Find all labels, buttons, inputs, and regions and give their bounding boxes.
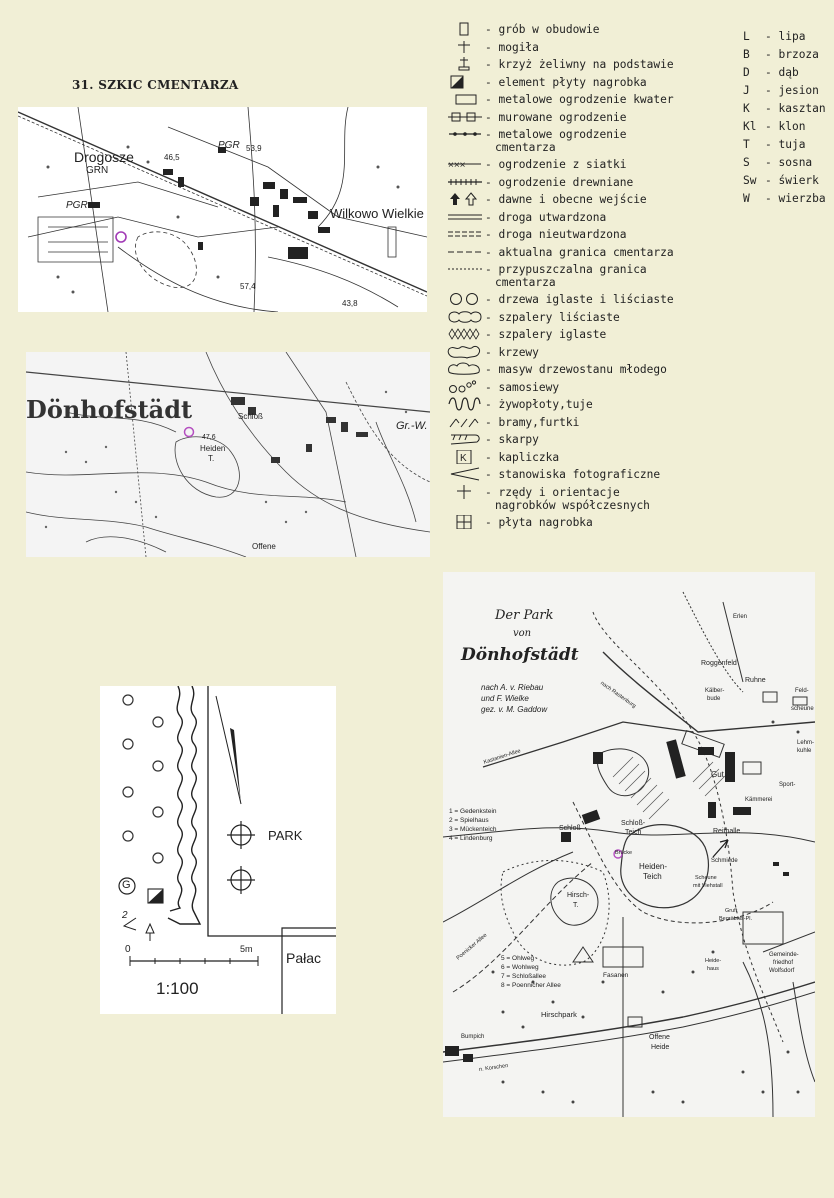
tree-species-legend	[743, 30, 826, 210]
legend-item-label: - ogrodzenie drewniane	[485, 175, 634, 189]
park-map-key-item: 8 = Poennicher Allee	[501, 982, 561, 989]
map1-elevation: 57,4	[240, 282, 256, 291]
park-map-key-item: 2 = Spielhaus	[449, 817, 489, 824]
park-map-key-item: 3 = Mückenteich	[449, 826, 497, 833]
legend-item-label: - mogiła	[485, 40, 539, 54]
legend-item-text: krzewy	[498, 345, 539, 359]
tree-species-item: L - lipa	[743, 30, 806, 43]
legend-item-text: samosiewy	[498, 380, 560, 394]
dotted-line-fence-icon	[447, 127, 483, 141]
park-map-title: Dönhofstädt	[461, 645, 579, 665]
tree-species-name: wierzba	[778, 192, 826, 205]
park-map-key	[449, 807, 497, 843]
legend-item	[447, 310, 737, 328]
legend-item-text: bramy,furtki	[498, 415, 580, 429]
legend-item-text-continued: cmentarza	[495, 141, 556, 154]
legend-item-label: - szpalery liściaste	[485, 310, 620, 324]
park-label: Hirsch-	[567, 892, 590, 899]
park-map-title: von	[513, 628, 532, 639]
legend-item	[447, 245, 737, 263]
mesh-fence-icon	[447, 157, 483, 171]
tree-species-code: S	[743, 156, 750, 169]
legend-item	[447, 327, 737, 345]
legend-item-text: grób w obudowie	[498, 23, 600, 36]
escarpment-icon	[447, 432, 483, 446]
legend-item-label: - droga utwardzona	[485, 210, 607, 224]
hedge-wave-icon	[447, 397, 483, 411]
legend-item-text: ogrodzenie drewniane	[498, 175, 634, 189]
brick-fence-icon	[447, 110, 483, 124]
park-label: Bumpich	[461, 1034, 485, 1040]
park-label: Offene	[649, 1034, 670, 1041]
wide-rectangle-icon	[447, 92, 483, 106]
legend-item-label: - bramy,furtki	[485, 415, 580, 429]
tree-species-code: L	[743, 30, 750, 43]
legend-item	[447, 292, 737, 310]
legend-item	[447, 262, 737, 292]
legend-item-text: dawne i obecne wejście	[498, 193, 647, 206]
tree-species-item: D - dąb	[743, 66, 799, 79]
park-map-key-item: 7 = Schloßallee	[501, 973, 546, 980]
map2-heiden-t-label: T.	[208, 454, 215, 463]
park-map-credit: nach A. v. Riebau	[481, 683, 544, 692]
legend-item-label: - element płyty nagrobka	[485, 75, 647, 89]
legend-item-text: ogrodzenie z siatki	[498, 158, 627, 171]
legend-item-text: szpalery iglaste	[498, 328, 607, 341]
legend-item-text: skarpy	[498, 433, 539, 446]
legend-item-text-continued: cmentarza	[495, 276, 556, 289]
legend-item	[447, 40, 737, 58]
legend-item	[447, 415, 737, 433]
park-label: Schloß-	[621, 820, 646, 827]
triangle-fragment-icon	[447, 75, 483, 89]
park-label: Erlen	[733, 614, 748, 620]
park-label: Brücke	[615, 850, 633, 856]
young-stand-icon	[447, 362, 483, 376]
map1-place-grn: GRN	[86, 165, 109, 176]
sketch-g-label: G	[122, 879, 131, 891]
park-label: n. Korschen	[478, 1062, 509, 1074]
legend-item-text: drzewa iglaste i liściaste	[498, 293, 674, 306]
park-label: Heide-	[705, 958, 722, 964]
legend-item-text-continued: nagrobków współczesnych	[495, 498, 650, 512]
park-label: Kälber-	[705, 688, 725, 694]
historic-park-map	[443, 572, 815, 1117]
tree-species-name: sosna	[778, 156, 813, 169]
legend-item-label: - kapliczka	[485, 450, 560, 464]
dotted-line-icon	[447, 262, 483, 276]
legend-item-label: - stanowiska fotograficzne	[485, 468, 661, 481]
legend-item-text: szpalery liściaste	[498, 310, 620, 324]
legend-item-label: - droga nieutwardzona	[485, 228, 627, 241]
map1-place-drogosze: Drogosze	[74, 149, 134, 165]
tree-species-code: B	[743, 48, 750, 61]
legend-item-label: - masyw drzewostanu młodego	[485, 363, 667, 376]
park-label: friedhof	[773, 960, 794, 966]
legend-item-label: - murowane ogrodzenie	[485, 110, 627, 124]
park-label: Poenicker Allee	[455, 932, 489, 962]
legend-item	[447, 515, 737, 533]
legend-item-label: - płyta nagrobka	[485, 515, 593, 529]
dashed-double-line-icon	[447, 227, 483, 241]
tree-species-code: W	[743, 192, 750, 205]
map1-pgr-label: PGR	[66, 200, 88, 211]
tree-species-name: klon	[778, 120, 806, 133]
legend-item	[447, 227, 737, 245]
park-label: Gruft	[725, 908, 738, 914]
park-map-credit: gez. v. M. Gaddow	[481, 705, 548, 714]
tree-species-item: Sw - świerk	[743, 174, 819, 187]
tree-species-code: D	[743, 66, 750, 79]
park-label: Ruhne	[745, 677, 766, 684]
park-label: Wolfsdorf	[769, 968, 795, 974]
tree-circles-icon	[447, 292, 483, 306]
map2-elevation: 47,6	[202, 434, 216, 441]
tree-species-code: Kl	[743, 120, 757, 133]
legend-item-label: - drzewa iglaste i liściaste	[485, 293, 674, 306]
cemetery-sketch	[100, 686, 336, 1014]
tree-species-item: W - wierzba	[743, 192, 826, 205]
legend-item-label: - przypuszczalna granica cmentarza	[485, 263, 647, 289]
map1-elevation: 53,9	[246, 144, 262, 153]
legend-item-label: - aktualna granica cmentarza	[485, 245, 674, 259]
legend-item	[447, 57, 737, 75]
park-label: bude	[707, 696, 721, 702]
park-label: Fasanen	[603, 972, 629, 979]
sketch-palace-label: Pałac	[286, 950, 322, 966]
legend-item-text: masyw drzewostanu młodego	[498, 363, 667, 376]
legend-item-text: droga utwardzona	[498, 210, 607, 224]
park-label: Heide	[651, 1044, 670, 1051]
topographic-map-modern	[18, 107, 427, 312]
tree-species-code: K	[743, 102, 750, 115]
legend-item-label: - krzewy	[485, 345, 539, 359]
park-label: Schloß	[559, 825, 581, 832]
legend-item-label: - skarpy	[485, 433, 539, 446]
park-label: Schmiede	[711, 858, 738, 864]
park-label: Sport-	[779, 782, 796, 788]
legend-item	[447, 127, 737, 157]
legend-item	[447, 210, 737, 228]
tree-species-name: lipa	[778, 30, 806, 43]
legend-item-text: kapliczka	[498, 450, 560, 464]
tree-species-item: J - jesion	[743, 84, 819, 97]
legend-item-label: - rzędy i orientacje nagrobków współczesnych	[485, 485, 650, 512]
legend-item-text: metalowe ogrodzenie	[498, 128, 627, 141]
deciduous-row-icon	[447, 310, 483, 324]
tree-species-name: dąb	[778, 66, 799, 79]
park-map-credit: und F. Wielke	[481, 694, 529, 703]
legend-item	[447, 22, 737, 40]
park-map-key	[501, 954, 561, 990]
map2-offene-label: Offene	[252, 542, 276, 551]
sketch-scale-zero: 0	[125, 944, 131, 955]
legend-item-text: płyta nagrobka	[498, 515, 593, 529]
legend-item	[447, 432, 737, 450]
legend-item-label: - metalowe ogrodzenie cmentarza	[485, 128, 627, 154]
park-label: Kämmerei	[745, 797, 773, 803]
map1-elevation: 43,8	[342, 299, 358, 308]
map-historic-drawing	[26, 352, 430, 557]
tree-species-code: T	[743, 138, 750, 151]
self-seeding-icon	[447, 380, 483, 394]
tree-species-item: B - brzoza	[743, 48, 819, 61]
legend-item	[447, 485, 737, 515]
legend-item-label: - metalowe ogrodzenie kwater	[485, 93, 674, 106]
chapel-k-icon	[447, 450, 483, 464]
tree-species-name: jesion	[778, 84, 819, 97]
park-label: Teich	[625, 829, 642, 836]
tree-species-item: T - tuja	[743, 138, 806, 151]
cemetery-marker-icon	[116, 232, 126, 242]
topographic-map-historic	[26, 352, 430, 557]
park-label: Reithalle	[713, 828, 741, 835]
grave-slab-icon	[447, 515, 483, 529]
double-line-icon	[447, 210, 483, 224]
park-label: Gemeinde-	[769, 952, 799, 958]
legend-item	[447, 450, 737, 468]
legend-item-label: - żywopłoty,tuje	[485, 398, 593, 411]
tree-species-item: K - kasztan	[743, 102, 826, 115]
legend-item-text: mogiła	[498, 40, 539, 54]
map1-pgr-label-2: PGR	[218, 140, 240, 151]
cross-on-base-icon	[447, 57, 483, 71]
park-label: Gut	[711, 770, 724, 779]
svg-text:×××: ×××	[448, 160, 466, 171]
map1-elevation: 46,5	[164, 153, 180, 162]
legend-item	[447, 192, 737, 210]
gate-icon	[447, 415, 483, 429]
legend-item-text: przypuszczalna granica	[498, 263, 647, 276]
park-label: scheune	[791, 706, 814, 712]
sketch-photo-number: 2	[122, 910, 128, 921]
tree-species-name: świerk	[778, 174, 819, 187]
legend-item-text: stanowiska fotograficzne	[498, 468, 661, 481]
symbol-legend	[447, 22, 737, 532]
park-label: T.	[573, 902, 579, 909]
park-label: nach Rastenburg	[599, 680, 637, 710]
legend-item	[447, 92, 737, 110]
grave-row-arrow-icon	[447, 485, 483, 499]
sketch-scale-end: 5m	[240, 944, 253, 954]
legend-item	[447, 75, 737, 93]
legend-item-text: element płyty nagrobka	[498, 75, 647, 89]
legend-item-text: żywopłoty,tuje	[498, 398, 593, 411]
map2-schloss-label: Schloß	[238, 412, 263, 421]
wooden-fence-icon	[447, 175, 483, 189]
park-label: Roggenfeld	[701, 660, 737, 667]
legend-item-text: murowane ogrodzenie	[498, 110, 627, 124]
park-label: mit Viehstall	[693, 883, 723, 889]
legend-item-label: - dawne i obecne wejście	[485, 193, 647, 206]
cross-icon	[447, 40, 483, 54]
legend-item-text: rzędy i orientacje	[498, 485, 620, 499]
tree-species-name: tuja	[778, 138, 806, 151]
park-label: Begräbnis-Pl.	[719, 916, 753, 922]
legend-item-label: - krzyż żeliwny na podstawie	[485, 58, 674, 71]
legend-item	[447, 157, 737, 175]
park-label: kuhle	[797, 748, 812, 754]
park-map-key-item: 5 = Ohlweg	[501, 955, 535, 962]
legend-item-text: metalowe ogrodzenie kwater	[498, 93, 674, 106]
conifer-row-icon	[447, 327, 483, 341]
park-map-key-item: 1 = Gedenkstein	[449, 808, 497, 815]
sketch-scale-label: 1:100	[156, 979, 199, 998]
sketch-park-label: PARK	[268, 828, 303, 843]
park-label: haus	[707, 966, 719, 972]
park-label: Scheune	[695, 875, 717, 881]
legend-item-label: - samosiewy	[485, 380, 560, 394]
legend-item-label: - szpalery iglaste	[485, 328, 607, 341]
tree-species-code: Sw	[743, 174, 757, 187]
tree-species-item: Kl - klon	[743, 120, 806, 133]
legend-item-label: - ogrodzenie z siatki	[485, 158, 627, 171]
tree-species-name: brzoza	[778, 48, 819, 61]
map2-heiden-label: Heiden	[200, 444, 226, 453]
photo-angle-icon	[447, 467, 483, 481]
legend-item	[447, 362, 737, 380]
legend-item	[447, 467, 737, 485]
park-label: Feld-	[795, 688, 809, 694]
legend-item	[447, 175, 737, 193]
park-label: Lehm-	[797, 740, 815, 746]
legend-item-text: droga nieutwardzona	[498, 228, 627, 241]
legend-item-text: aktualna granica cmentarza	[498, 245, 674, 259]
svg-text:K: K	[460, 452, 467, 464]
legend-item	[447, 345, 737, 363]
legend-item-text: krzyż żeliwny na podstawie	[498, 58, 674, 71]
park-label: Heiden-	[639, 862, 668, 871]
legend-item-label: - grób w obudowie	[485, 23, 600, 36]
legend-item	[447, 110, 737, 128]
cemetery-marker-icon	[185, 428, 194, 437]
rectangle-outline-icon	[447, 22, 483, 36]
legend-item	[447, 397, 737, 415]
shrub-icon	[447, 345, 483, 359]
map1-place-wilkowo: Wilkowo Wielkie	[330, 206, 424, 221]
park-label: Hirschpark	[541, 1010, 577, 1019]
park-map-title: Der Park	[495, 608, 554, 623]
entrance-arrows-icon	[447, 192, 483, 206]
page-title: 31. SZKIC CMENTARZA	[72, 78, 239, 92]
park-map-key-item: 6 = Wohlweg	[501, 964, 539, 971]
dash-line-icon	[447, 245, 483, 259]
park-map-key-item: 4 = Lindenburg	[449, 835, 493, 842]
park-label: Teich	[643, 872, 662, 881]
tree-species-code: J	[743, 84, 750, 97]
legend-item	[447, 380, 737, 398]
park-label: Kastanien-Allee	[483, 748, 522, 766]
map2-town-label: Dönhofstädt	[26, 395, 193, 424]
tree-species-item: S - sosna	[743, 156, 813, 169]
map2-gr-label: Gr.-W.	[396, 420, 428, 432]
tree-species-name: kasztan	[778, 102, 826, 115]
